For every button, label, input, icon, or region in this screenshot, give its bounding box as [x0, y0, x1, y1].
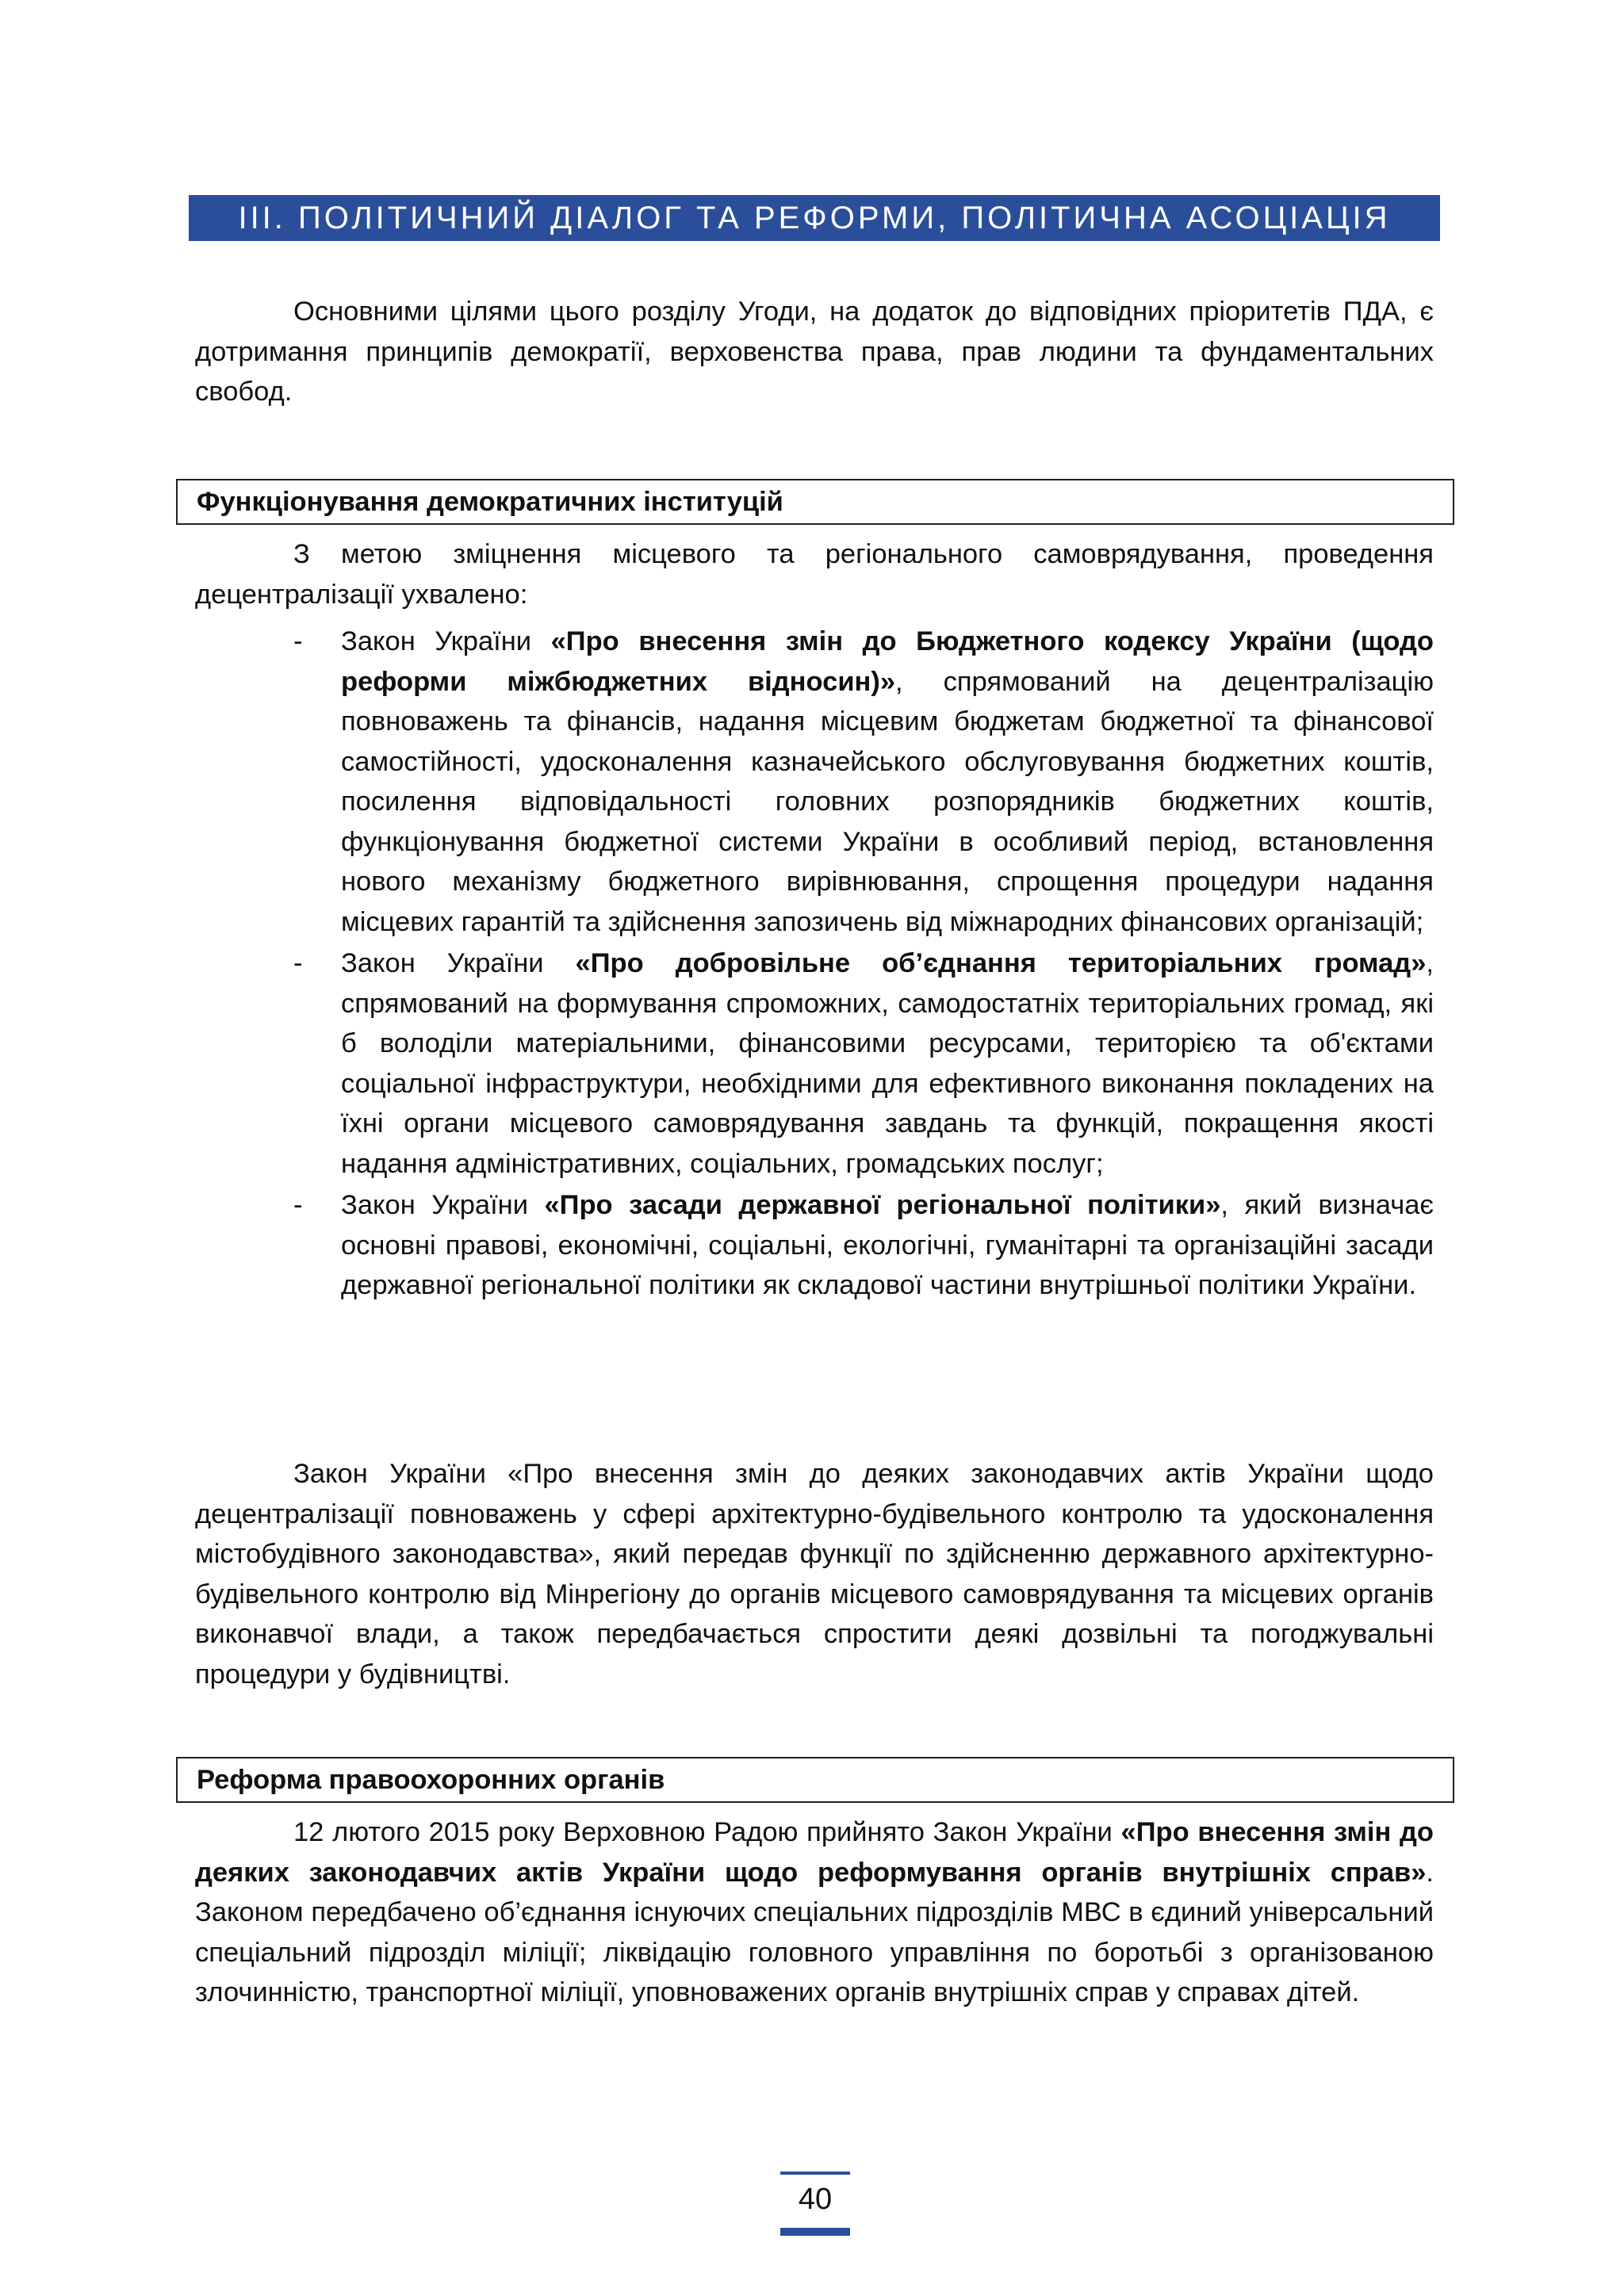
paragraph-prefix: 12 лютого 2015 року Верховною Радою прийнято Закон України — [293, 1817, 1121, 1847]
page-number-top-rule — [780, 2172, 850, 2175]
subheading-democratic-institutions: Функціонування демократичних інституцій — [176, 479, 1454, 525]
list-item-text: , спрямований на децентралізацію повноважень та фінансів, надання місцевим бюджетам бюджетної та фінансової самостійності, удосконалення казначейського обслуговування бюджетних коштів, посилення відповідальності головних розпорядників бюджетних коштів, функціонування бюджетної системи України в особливий період, встановлення нового механізму бюджетного вирівнювання, спрощення процедури надання місцевих гарантій та здійснення запозичень від міжнародних фінансових організацій; — [341, 666, 1434, 937]
list-item-text: , спрямований на формування спроможних, самодостатніх територіальних громад, які б володіли матеріальними, фінансовими ресурсами, територією та об'єктами соціальної інфраструктури, необхідними для ефективного виконання покладених на їхні органи місцевого самоврядування завдань та функцій, покращення якості надання адміністративних, соціальних, громадських послуг; — [341, 948, 1434, 1179]
list-dash: - — [293, 626, 303, 656]
institutions-closing-paragraph: Закон України «Про внесення змін до деяких законодавчих актів України щодо децентралізації повноважень у сфері архітектурно-будівельного контролю та удосконалення містобудівного законодавства», який передав функції по здійсненню державного архітектурно-будівельного контролю від Мінрегіону до органів місцевого самоврядування та місцевих органів виконавчої влади, а також передбачається спростити деякі дозвільні та погоджувальні процедури у будівництві. — [195, 1459, 1434, 1689]
law-enforcement-paragraph — [195, 1812, 1434, 2013]
list-item-prefix: Закон України — [341, 1190, 545, 1220]
page-number-bottom-rule — [780, 2228, 850, 2236]
list-item — [195, 622, 1434, 942]
law-title: «Про внесення змін до деяких законодавчих актів України щодо реформування органів внутрішніх справ» — [195, 1817, 1434, 1888]
page-number: 40 — [798, 2183, 833, 2216]
list-item-prefix: Закон України — [341, 626, 551, 656]
list-item-prefix: Закон України — [341, 948, 576, 978]
intro-paragraph: Основними цілями цього розділу Угоди, на додаток до відповідних пріоритетів ПДА, є дотримання принципів демократії, верховенства права, прав людини та фундаментальних свобод. — [195, 297, 1434, 407]
institutions-lead-paragraph: З метою зміцнення місцевого та регіонального самоврядування, проведення децентралізації ухвалено: — [195, 539, 1434, 610]
law-title: «Про внесення змін до Бюджетного кодексу України (щодо реформи міжбюджетних відносин)» — [341, 626, 1434, 697]
list-item — [195, 1185, 1434, 1306]
law-title: «Про засади державної регіональної політики» — [544, 1190, 1221, 1220]
list-item-text: , який визначає основні правові, економічні, соціальні, екологічні, гуманітарні та організаційні засади державної регіональної політики як складової частини внутрішньої політики України. — [341, 1190, 1434, 1300]
law-title: «Про добровільне об’єднання територіальних громад» — [575, 948, 1427, 978]
subheading-law-enforcement-reform: Реформа правоохоронних органів — [176, 1757, 1454, 1803]
section-title-banner: ІІІ. ПОЛІТИЧНИЙ ДІАЛОГ ТА РЕФОРМИ, ПОЛІТИЧНА АСОЦІАЦІЯ — [189, 195, 1440, 241]
list-dash: - — [293, 1190, 303, 1220]
list-dash: - — [293, 948, 303, 978]
list-item — [195, 943, 1434, 1184]
paragraph-text: . Законом передбачено об’єднання існуючих спеціальних підрозділів МВС в єдиний універсальний спеціальний підрозділ міліції; ліквідацію головного управління по боротьбі з організованою злочинністю, транспортної міліції, уповноважених органів внутрішніх справ у справах дітей. — [195, 1857, 1434, 2007]
laws-list — [195, 622, 1434, 1307]
